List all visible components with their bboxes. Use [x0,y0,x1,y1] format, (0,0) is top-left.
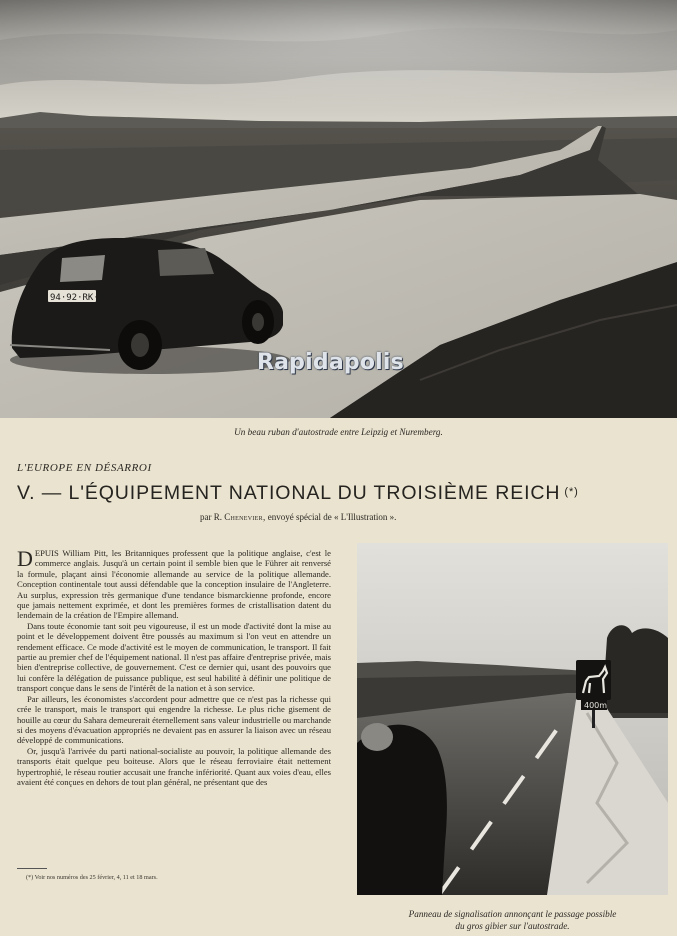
byline-suffix: envoyé spécial de « L'Illustration ». [267,512,397,522]
paragraph-4: Or, jusqu'à l'arrivée du parti national-socialiste au pouvoir, la politique allemande des transports était quelque peu boiteuse. Alors que le réseau ferroviaire était nettement hypertrophié, le réseau routier accusait une franche infériorité. Quant aux voies d'eau, elles avaient été conçues en dehors de tout plan général, ne présentant que des [17,745,331,787]
footnote-mark: (*) [564,486,579,498]
article-headline [17,482,677,505]
side-caption-line-1: Panneau de signalisation annonçant le passage possible [408,909,617,919]
sign-distance: 400m [584,701,608,710]
byline [200,512,396,522]
footnote-divider [17,868,47,869]
byline-author: Chenevier, [224,512,266,522]
paragraph-3: Par ailleurs, les économistes s'accordent pour admettre que ce n'est pas la richesse qui crée le transport, mais le transport qui engendre la richesse. Le plus riche gisement de houille au cœur du Sahara demeurerait éternellement sans valeur industrielle ou marchande si des moyens d'évacuation appropriés ne devaient pas en assurer la liaison avec un réseau développé de communications. [17,693,331,746]
paragraph-2: Dans toute économie tant soit peu vigoureuse, il est un mode d'activité dont la mise au point et le développement doivent être poussés au maximum si l'on veut en attendre un rendement efficace. Ce mode d'activité est le moyen de communication, le transport. Il fait partie au premier chef de l'équipement national. Il n'est pas affaire d'entreprise privée, mais bien d'entreprise collective, de gouvernement. C'est ce dernier qui, usant des pouvoirs que lui confère la délégation de puissance publique, est seul habilité à définir une politique de transport conçue dans le sens de l'intérêt de la nation et à son service. [17,620,331,694]
headline-title: V. — L'ÉQUIPEMENT NATIONAL DU TROISIÈME REICH [17,482,561,504]
side-caption-line-2: du gros gibier sur l'autostrade. [455,921,570,931]
side-photo-caption [357,908,668,932]
byline-prefix: par R. [200,512,222,522]
road-sign-photo [357,543,668,895]
autobahn-photo [0,0,677,418]
article-body [17,548,331,787]
license-plate: 94·92·RK·1 [50,293,105,303]
watermark-text: Rapidapolis [257,350,404,375]
paragraph-1: DEPUIS William Pitt, les Britanniques professent que la politique anglaise, c'est le commerce anglais. Jusqu'à un certain point il semble bien que le Führer ait renversé la formule, plaçant ainsi l'économie allemande au service de la politique allemande. Conception continentale tout aussi défendable que la conception insulaire de l'Angleterre. Au surplus, expression très germanique d'une tendance bismarckienne profonde, encore que jamais nettement exprimée, et dont les premières formes de cristallisation datent du lendemain de la création de l'Empire allemand. [17,546,331,621]
footnote: (*) Voir nos numéros des 25 février, 4, 11 et 18 mars. [26,874,158,881]
top-photo-caption: Un beau ruban d'autostrade entre Leipzig et Nuremberg. [234,427,443,437]
section-kicker: L'EUROPE EN DÉSARROI [17,462,152,474]
drop-cap: D [17,546,33,571]
